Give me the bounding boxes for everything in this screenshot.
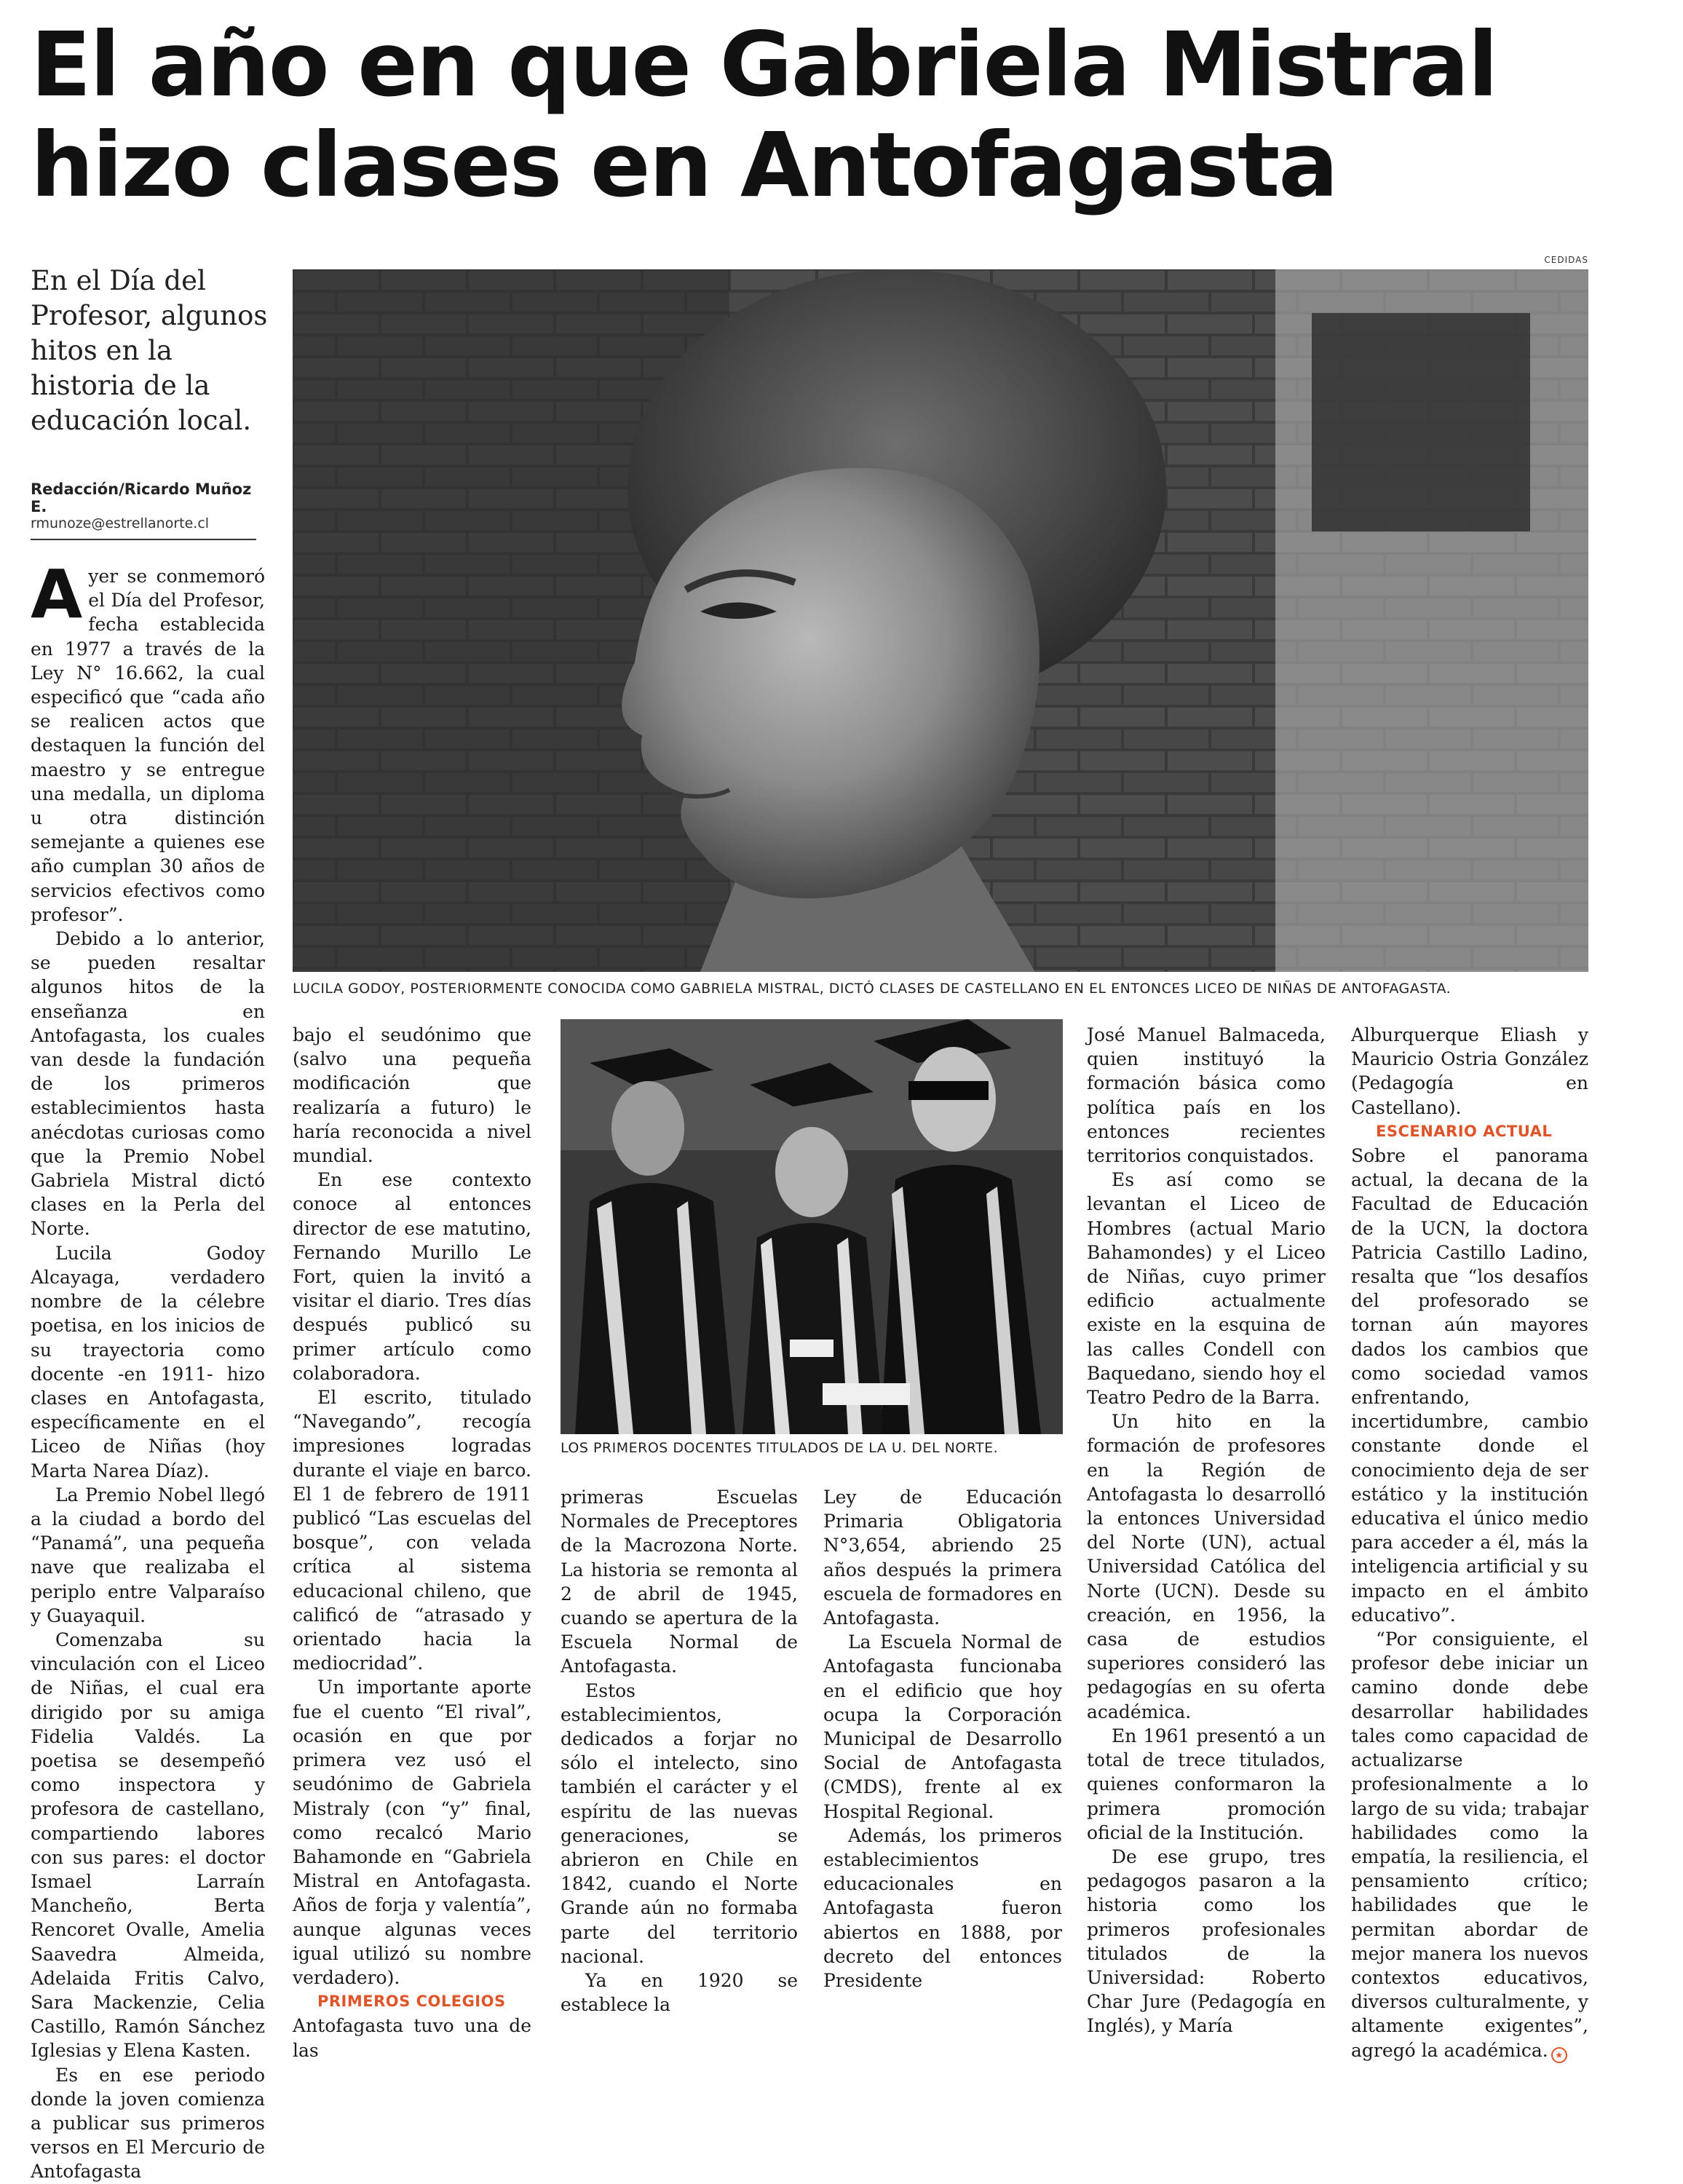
paragraph: Un hito en la formación de profesores en la Región de Antofagasta lo desarrolló la entonces Universidad del Norte (UN), actual Universidad Católica del Norte (UCN). Desde su creación, en 1956, la casa de estudios superiores consideró las pedagogías en su oferta académica. [1087,1411,1326,1722]
article-column-4 [823,1485,1062,1993]
paragraph: Además, los primeros establecimientos educacionales en Antofagasta fueron abiertos en 1888, por decreto del entonces Presidente [823,1824,1062,1992]
paragraph [1351,1627,1588,2062]
headline [31,15,1661,215]
paragraph: Estos establecimientos, dedicados a forjar no sólo el intelecto, sino también el carácter y el espíritu de las nuevas generaciones, se abrieron en Chile en 1842, cuando el Norte Grande aún no formaba parte del territorio nacional. [561,1679,798,1967]
paragraph: La Premio Nobel llegó a la ciudad a bordo del “Panamá”, una pequeña nave que realizaba el periplo entre Valparaíso y Guayaquil. [31,1484,265,1626]
paragraph: En ese contexto conoce al entonces director de ese matutino, Fernando Murillo Le Fort, quien la invitó a visitar el diario. Tres días después publicó su primer artículo como colaboradora. [293,1169,531,1384]
paragraph: Es así como se levantan el Liceo de Hombres (actual Mario Bahamondes) y el Liceo de Niñas, cuyo primer edificio actualmente existe en la esquina de las calles Condell con Baquedano, siendo hoy el Teatro Pedro de la Barra. [1087,1169,1326,1409]
paragraph: Comenzaba su vinculación con el Liceo de Niñas, el cual era dirigido por su amiga Fidelia Valdés. La poetisa se desempeñó como inspectora y profesora de castellano, compartiendo labores con sus pares: el doctor Ismael Larraín Mancheño, Berta Rencoret Ovalle, Amelia Saavedra Almeida, Adelaida Fritis Calvo, Sara Mackenzie, Celia Castillo, Ramón Sánchez Iglesias y Elena Kasten. [31,1629,265,2062]
paragraph: Alburquerque Eliash y Mauricio Ostria González (Pedagogía en Castellano). [1351,1024,1588,1118]
byline-author: Redacción/Ricardo Muñoz E. [31,480,252,515]
paragraph: De ese grupo, tres pedagogos pasaron a la historia como los primeros profesionales titulados de la Universidad: Roberto Char Jure (Pedagogía en Inglés), y María [1087,1845,1326,2037]
end-of-article-icon: ★ [1551,2047,1567,2063]
article-column-2 [293,1023,531,2062]
drop-cap: A [31,555,83,633]
paragraph: bajo el seudónimo que (salvo una pequeña modificación que realizaría a futuro) le haría reconocida a nivel mundial. [293,1024,531,1167]
paragraph: primeras Escuelas Normales de Preceptores de la Macrozona Norte. La historia se remonta al 2 de abril de 1945, cuando se apertura de la Escuela Normal de Antofagasta. [561,1487,798,1677]
paragraph-text: “Por consiguiente, el profesor debe iniciar un camino donde debe desarrollar habilidades tales como capacidad de actualizarse profesionalmente a lo largo de su vida; trabajar habilidades como la empatía, la resiliencia, el pensamiento crítico; habilidades que le permitan abordar de mejor manera los nuevos contextos educativos, diversos culturalmente, y altamente exigentes”, agregó la académica. [1351,1629,1588,2061]
paragraph: Lucila Godoy Alcayaga, verdadero nombre de la célebre poetisa, en los inicios de su trayectoria como docente -en 1911- hizo clases en Antofagasta, específicamente en el Liceo de Niñas (hoy Marta Narea Díaz). [31,1242,265,1481]
byline-email: rmunoze@estrellanorte.cl [31,515,210,531]
paragraph-text: yer se conmemoró el Día del Profesor, fecha establecida en 1977 a través de la Ley N° 16.662, la cual especificó que “cada año se realicen actos que destaquen la función del maestro y se entregue una medalla, un diploma u otra distinción semejante a quienes ese año cumplan 30 años de servicios efectivos como profesor”. [31,566,265,925]
headline-line-1: El año en que Gabriela Mistral [31,13,1497,116]
paragraph: Sobre el panorama actual, la decana de la Facultad de Educación de la UCN, la doctora Patricia Castillo Ladino, resalta que “los desafíos del profesorado se tornan aún mayores dados los cambios que como sociedad vamos enfrentando, incertidumbre, cambio constante donde el conocimiento deja de ser estático y la institución educativa el único medio para acceder a él, más la inteligencia artificial y su impacto en el ámbito educativo”. [1351,1145,1588,1626]
paragraph: Ya en 1920 se establece la [561,1970,798,2016]
byline [31,480,256,540]
paragraph: Antofagasta tuvo una de las [293,2015,531,2061]
main-photo-caption: LUCILA GODOY, POSTERIORMENTE CONOCIDA COMO GABRIELA MISTRAL, DICTÓ CLASES DE CASTELLANO EN EL ENTONCES LICEO DE NIÑAS DE ANTOFAGASTA. [293,981,1452,997]
paragraph: En 1961 presentó a un total de trece titulados, quienes conformaron la primera promoción oficial de la Institución. [1087,1725,1326,1843]
paragraph [31,555,265,927]
section-subhead: PRIMEROS COLEGIOS [317,1993,506,2011]
article-column-6 [1351,1023,1588,2062]
photo-credit: CEDIDAS [1544,255,1588,265]
section-subhead: ESCENARIO ACTUAL [1376,1122,1553,1140]
article-column-1 [31,555,265,2184]
portrait-illustration [293,269,1588,972]
paragraph: La Escuela Normal de Antofagasta funcionaba en el edificio que hoy ocupa la Corporación Municipal de Desarrollo Social de Antofagasta (CMDS), frente al ex Hospital Regional. [823,1631,1062,1822]
paragraph: El escrito, titulado “Navegando”, recogía impresiones logradas durante el viaje en barco. El 1 de febrero de 1911 publicó “Las escuelas del bosque”, con velada crítica al sistema educacional chileno, que calificó de “atrasado y orientado hacia la mediocridad”. [293,1387,531,1674]
paragraph: José Manuel Balmaceda, quien instituyó la formación básica como política país en los entonces recientes territorios conquistados. [1087,1024,1326,1167]
graduates-photo [561,1019,1063,1434]
portrait-photo [293,269,1588,972]
paragraph: Un importante aporte fue el cuento “El rival”, ocasión en que por primera vez usó el seudónimo de Gabriela Mistraly (con “y” final, como recalcó Mario Bahamonde en “Gabriela Mistral en Antofagasta. Años de forja y valentía”, aunque algunas veces igual utilizó su nombre verdadero). [293,1677,531,1988]
article-column-3 [561,1485,798,2017]
paragraph: Debido a lo anterior, se pueden resaltar algunos hitos de la enseñanza en Antofagasta, los cuales van desde la fundación de los primeros establecimientos hasta anécdotas curiosas como que la Premio Nobel Gabriela Mistral dictó clases en la Perla del Norte. [31,928,265,1240]
paragraph: Ley de Educación Primaria Obligatoria N°3,654, abriendo 25 años después la primera escuela de formadores en Antofagasta. [823,1487,1062,1629]
headline-line-2: hizo clases en Antofagasta [31,114,1337,217]
lead-summary: En el Día del Profesor, algunos hitos en la historia de la educación local. [31,265,268,436]
paragraph: Es en ese periodo donde la joven comienza a publicar sus primeros versos en El Mercurio de Antofagasta [31,2064,265,2183]
graduates-photo-caption: LOS PRIMEROS DOCENTES TITULADOS DE LA U. DEL NORTE. [561,1440,999,1456]
article-column-5 [1087,1023,1326,2038]
graduates-illustration [561,1019,1063,1434]
